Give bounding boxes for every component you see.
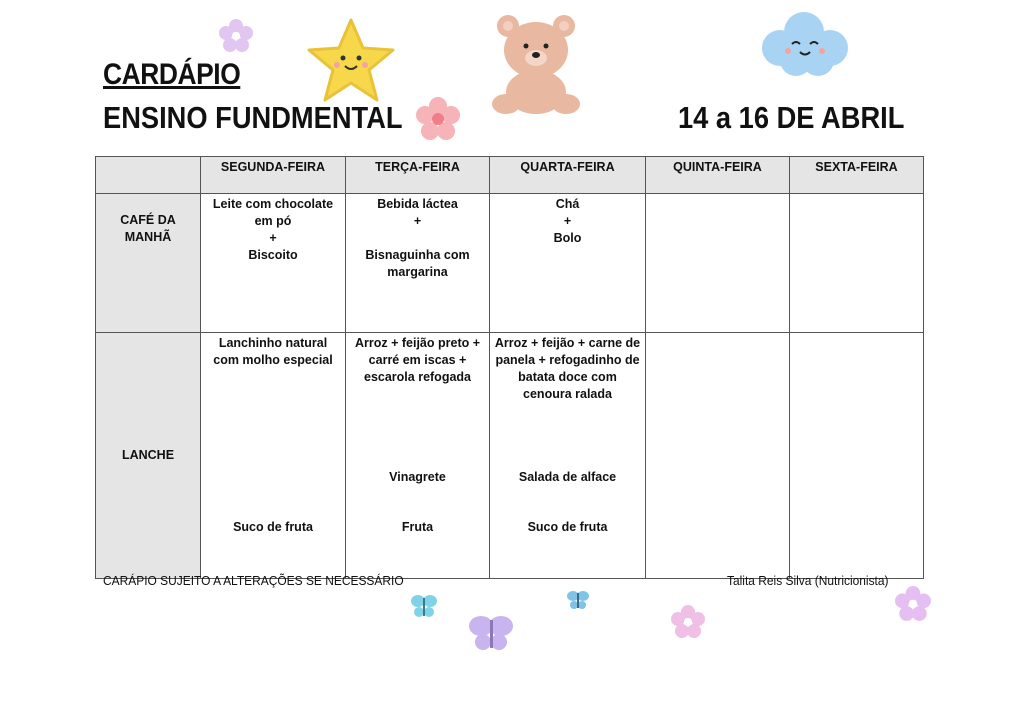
- flower-icon: [670, 604, 706, 640]
- footer-note: CARÁPIO SUJEITO A ALTERAÇÕES SE NECESSÁRIO: [103, 573, 404, 588]
- flower-icon: [894, 585, 932, 623]
- drink: Suco de fruta: [527, 520, 608, 534]
- meal-label: CAFÉ DA MANHÃ: [96, 194, 201, 333]
- day-header: SEGUNDA-FEIRA: [201, 157, 346, 194]
- star-icon: [305, 16, 397, 104]
- menu-cell: [201, 333, 346, 579]
- butterfly-icon: [410, 592, 438, 620]
- corner-cell: [96, 157, 201, 194]
- date-range: 14 a 16 DE ABRIL: [678, 100, 905, 135]
- day-header: SEXTA-FEIRA: [790, 157, 924, 194]
- day-header: QUINTA-FEIRA: [646, 157, 790, 194]
- day-header: QUARTA-FEIRA: [490, 157, 646, 194]
- menu-cell: [346, 333, 490, 579]
- drink: Suco de fruta: [233, 520, 313, 534]
- side-dish: Vinagrete: [389, 470, 446, 484]
- menu-cell: Bebida láctea + Bisnaguinha com margarina: [346, 194, 490, 333]
- flower-icon: [218, 18, 254, 54]
- table-row-cafe: [96, 194, 924, 333]
- butterfly-icon: [566, 588, 590, 612]
- page-title: CARDÁPIO: [103, 58, 241, 91]
- menu-cell: [790, 194, 924, 333]
- flower-icon: [415, 96, 461, 142]
- table-header-row: [96, 157, 924, 194]
- side-dish: Salada de alface: [518, 470, 617, 484]
- nutritionist-signature: Talita Reis Silva (Nutricionista): [727, 573, 889, 588]
- page-subtitle: ENSINO FUNDMENTAL: [103, 100, 403, 135]
- drink: Fruta: [401, 520, 434, 534]
- table-row-lanche: [96, 333, 924, 579]
- menu-cell: [790, 333, 924, 579]
- main-dish: Arroz + feijão + carne de panela + refogadinho de batata doce com cenoura ralada: [494, 336, 641, 401]
- teddy-bear-icon: [488, 12, 584, 114]
- meal-label: LANCHE: [96, 333, 201, 579]
- menu-cell: Chá + Bolo: [490, 194, 646, 333]
- menu-cell: [646, 194, 790, 333]
- menu-cell: Leite com chocolate em pó + Biscoito: [201, 194, 346, 333]
- cloud-icon: [756, 8, 854, 80]
- day-header: TERÇA-FEIRA: [346, 157, 490, 194]
- menu-table: [95, 156, 924, 579]
- menu-cell: [646, 333, 790, 579]
- main-dish: Arroz + feijão preto + carré em iscas + escarola refogada: [354, 336, 481, 384]
- butterfly-icon: [468, 612, 514, 654]
- main-dish: Lanchinho natural com molho especial: [213, 336, 333, 367]
- menu-cell: [490, 333, 646, 579]
